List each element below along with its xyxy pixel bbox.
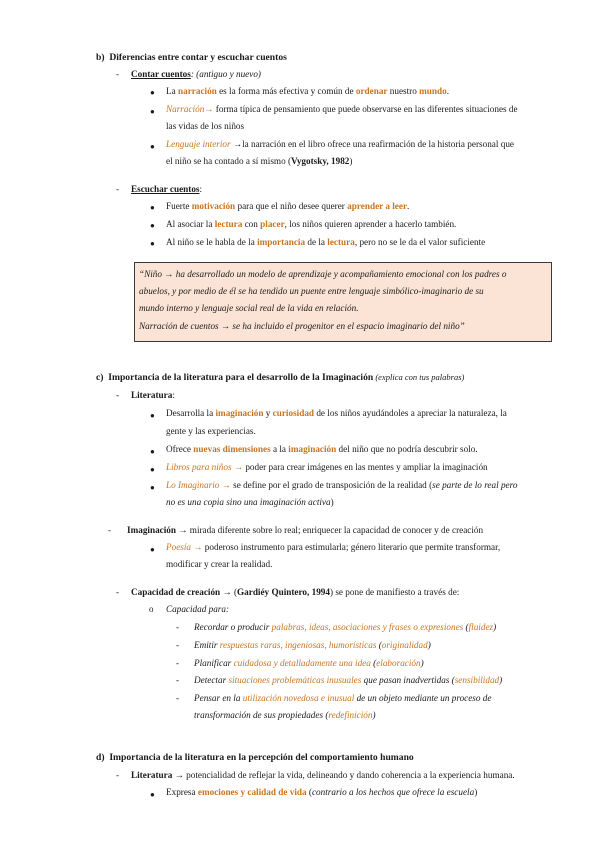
literatura-item-2: Ofrece nuevas dimensiones a la imaginación del niño que no podría descubrir solo. — [166, 444, 478, 454]
literatura-item-3: Libros para niños → poder para crear imágenes en las mentes y ampliar la imaginación — [166, 462, 488, 472]
poesia-item: Poesía → poderoso instrumento para estimularla; género literario que permite transformar, — [166, 542, 501, 552]
contar-item-3: Lenguaje interior →la narración en el libro ofrece una reafirmación de la historia personal que — [166, 139, 514, 149]
dash-bullet: - — [176, 693, 180, 703]
contar-cuentos-line: Contar cuentos: (antiguo y nuevo) — [131, 69, 261, 79]
bullet-dot: ● — [150, 88, 155, 97]
section-c-heading: c) Importancia de la literatura para el desarrollo de la Imaginación (explica con tus palabras) — [96, 372, 465, 383]
dash-bullet: - — [116, 770, 120, 780]
bullet-dot: ● — [150, 411, 155, 420]
dash-bullet: - — [116, 69, 120, 79]
escuchar-item-1: Fuerte motivación para que el niño desee querer aprender a leer. — [166, 201, 410, 211]
capacidad-para-label: Capacidad para: — [166, 604, 230, 614]
dash-bullet: - — [176, 622, 180, 632]
literatura-item-1-cont: gente y las experiencias. — [166, 426, 256, 436]
bullet-dot: ● — [150, 447, 155, 456]
dash-bullet: - — [116, 587, 120, 597]
section-d-heading: d) Importancia de la literatura en la percepción del comportamiento humano — [96, 752, 414, 763]
escuchar-cuentos-line: Escuchar cuentos: — [131, 184, 203, 194]
bullet-dot: ● — [150, 239, 155, 248]
dash-bullet: - — [108, 525, 112, 535]
literatura-item-1: Desarrolla la imaginación y curiosidad de los niños ayudándoles a apreciar la naturaleza, la — [166, 408, 507, 418]
bullet-dot: ● — [150, 203, 155, 212]
bullet-dot: ● — [150, 221, 155, 230]
poesia-item-cont: modificar y crear la realidad. — [166, 559, 273, 569]
bullet-dot: ● — [150, 790, 155, 799]
expresa-item: Expresa emociones y calidad de vida (contrario a los hechos que ofrece la escuela) — [166, 787, 478, 797]
bullet-dot: ● — [150, 483, 155, 492]
escuchar-item-3: Al niño se le habla de la importancia de la lectura, pero no se le da el valor suficiente — [166, 237, 486, 247]
contar-item-2: Narración→ forma típica de pensamiento que puede observarse en las diferentes situaciones de — [166, 104, 518, 114]
quote-line-3: mundo interno y lenguaje social real de la vida en relación. — [139, 303, 359, 313]
imaginacion-line: Imaginación → mirada diferente sobre lo real; enriquecer la capacidad de conocer y de creación — [127, 525, 484, 535]
bullet-dot: ● — [150, 545, 155, 554]
capacidad-item-2: Emitir respuestas raras, ingeniosas, humorísticas (originalidad) — [194, 640, 431, 650]
bullet-dot: ● — [150, 465, 155, 474]
contar-item-2-cont: las vidas de los niños — [166, 121, 245, 131]
capacidad-item-4: Detectar situaciones problemáticas inusuales que pasan inadvertidas (sensibilidad) — [194, 675, 503, 685]
dash-bullet: - — [176, 675, 180, 685]
contar-item-1: La narración es la forma más efectiva y común de ordenar nuestro mundo. — [166, 86, 449, 96]
quote-line-1: “Niño → ha desarrollado un modelo de aprendizaje y acompañamiento emocional con los padres o — [139, 269, 507, 279]
bullet-dot: ● — [150, 142, 155, 151]
contar-item-3-cont: el niño se ha contado a sí mismo (Vygotsky, 1982) — [166, 156, 353, 166]
dash-bullet: - — [116, 390, 120, 400]
bullet-dot: ● — [150, 107, 155, 116]
dash-bullet: - — [176, 640, 180, 650]
circle-bullet: o — [149, 604, 154, 614]
section-b-heading: b) Diferencias entre contar y escuchar cuentos — [96, 52, 287, 63]
literatura-d-line: Literatura → potencialidad de reflejar la vida, delineando y dando coherencia a la experiencia humana. — [131, 770, 515, 780]
dash-bullet: - — [116, 184, 120, 194]
quote-line-4: Narración de cuentos → se ha incluido el progenitor en el espacio imaginario del niño” — [139, 321, 465, 331]
capacidad-line: Capacidad de creación → (Gardiéy Quintero, 1994) se pone de manifiesto a través de: — [131, 587, 460, 597]
capacidad-item-5: Pensar en la utilización novedosa e inusual de un objeto mediante un proceso de — [194, 693, 492, 703]
literatura-c-line: Literatura: — [131, 390, 175, 400]
literatura-item-4: Lo Imaginario → se define por el grado de transposición de la realidad (se parte de lo real pero — [166, 480, 518, 490]
quote-line-2: abuelos, y por medio de él se ha tendido un puente entre lenguaje simbólico-imaginario de su — [139, 286, 484, 296]
literatura-item-4-cont: no es una copia sino una imaginación activa) — [166, 497, 334, 507]
quote-box — [134, 262, 552, 342]
dash-bullet: - — [176, 658, 180, 668]
capacidad-item-5-cont: transformación de sus propiedades (redefinición) — [194, 710, 376, 720]
capacidad-item-3: Planificar cuidadosa y detalladamente una idea (elaboración) — [194, 658, 424, 668]
capacidad-item-1: Recordar o producir palabras, ideas, asociaciones y frases o expresiones (fluidez) — [194, 622, 497, 632]
escuchar-item-2: Al asociar la lectura con placer, los niños quieren aprender a hacerlo también. — [166, 219, 457, 229]
